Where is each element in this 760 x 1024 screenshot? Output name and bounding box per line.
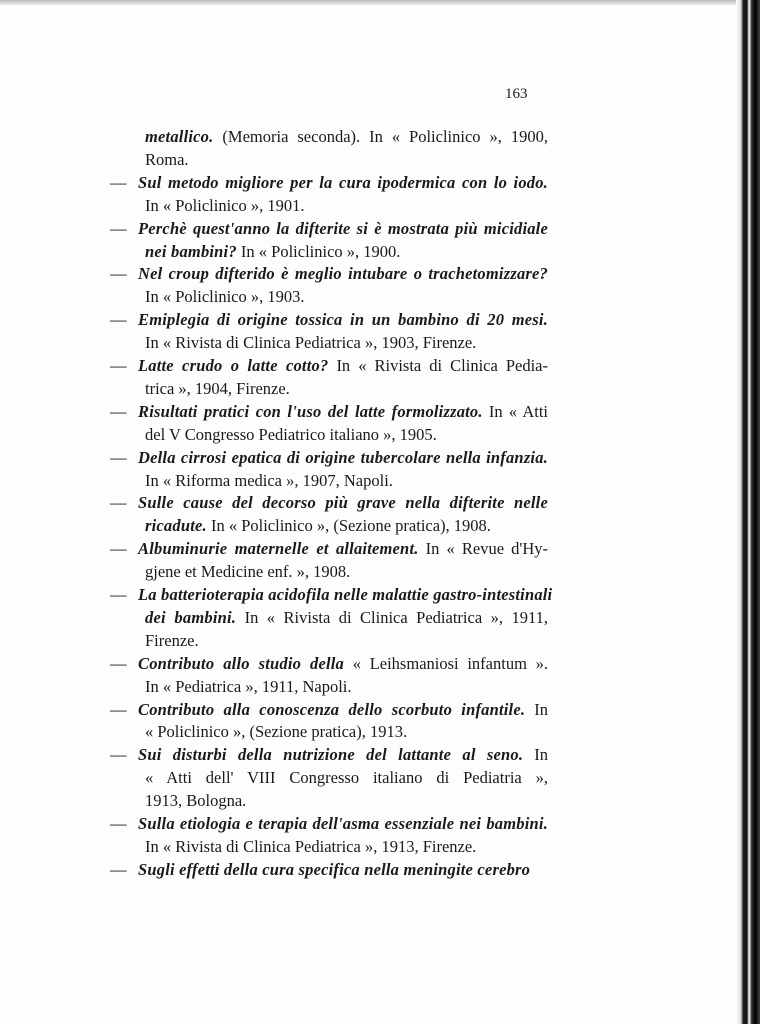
scan-top-edge	[0, 0, 740, 5]
line-text	[138, 219, 548, 239]
line-text	[145, 127, 548, 147]
line-text	[145, 287, 548, 307]
work-title: La batterioterapia acidofila nelle malattie gastro-intestinali	[138, 585, 553, 604]
publication-info: In « Atti	[482, 401, 548, 421]
line-text	[138, 745, 548, 765]
work-title: Perchè quest'anno la difterite si è mostrata più micidiale	[138, 218, 548, 238]
line-text	[145, 516, 548, 536]
work-title: metallico.	[145, 127, 214, 146]
line-text	[138, 539, 548, 559]
entry-dash: —	[110, 653, 127, 673]
publication-info: Firenze.	[145, 630, 199, 650]
line-text	[145, 242, 548, 262]
publication-info: In « Pediatrica », 1911, Napoli.	[145, 676, 352, 696]
publication-info: « Atti dell' VIII Congresso italiano di Pediatria »,	[145, 768, 548, 788]
publication-info: In	[525, 699, 548, 719]
work-title: Sul metodo migliore per la cura ipodermica con lo iodo.	[138, 172, 548, 192]
line-text	[138, 585, 553, 605]
line-text	[138, 173, 548, 193]
entry-dash: —	[110, 859, 127, 879]
entry-dash: —	[110, 493, 127, 513]
publication-info: In « Policlinico », (Sezione pratica), 1908.	[206, 516, 491, 536]
publication-info: In « Rivista di Clinica Pediatrica », 1911,	[236, 607, 548, 627]
line-text	[138, 700, 548, 720]
work-title: Nel croup difterido è meglio intubare o trachetomizzare?	[138, 264, 548, 284]
line-text	[138, 860, 548, 880]
line-text	[145, 631, 548, 651]
work-title: Emiplegia di origine tossica in un bambino di 20 mesi.	[138, 310, 548, 330]
work-title: Latte crudo o latte cotto?	[138, 356, 329, 375]
work-title: nei bambini?	[145, 241, 237, 261]
publication-info: Roma.	[145, 149, 189, 169]
publication-info: (Memoria seconda). In « Policlinico », 1900,	[213, 127, 548, 146]
work-title: Risultati pratici con l'uso del latte formolizzato.	[138, 401, 483, 421]
work-title: Sulla etiologia e terapia dell'asma essenziale nei bambini.	[138, 814, 548, 833]
entry-dash: —	[110, 356, 127, 375]
publication-info: In « Policlinico », 1900.	[236, 241, 401, 261]
publication-info: In « Rivista di Clinica Pedia-	[328, 356, 549, 375]
line-text	[145, 562, 548, 582]
entry-dash: —	[110, 218, 127, 238]
publication-info: In « Rivista di Clinica Pediatrica », 1903, Firenze.	[145, 333, 477, 353]
entry-dash: —	[110, 310, 127, 330]
line-text	[138, 448, 548, 468]
line-text	[138, 356, 548, 376]
line-text	[145, 677, 548, 697]
work-title: ricadute.	[145, 516, 207, 536]
line-text	[138, 310, 548, 330]
line-text	[145, 150, 548, 170]
publication-info: In « Revue d'Hy-	[418, 539, 549, 559]
line-text	[145, 722, 548, 742]
entry-dash: —	[110, 539, 127, 559]
line-text	[145, 608, 548, 628]
line-text	[138, 264, 548, 284]
page-number: 163	[505, 86, 528, 102]
work-title: dei bambini.	[145, 607, 237, 627]
entry-dash: —	[110, 447, 127, 467]
publication-info: gjene et Medicine enf. », 1908.	[145, 562, 351, 582]
publication-info: In « Rivista di Clinica Pediatrica », 1913, Firenze.	[145, 836, 477, 856]
line-text	[145, 379, 548, 399]
work-title: Albuminurie maternelle et allaitement.	[138, 539, 419, 559]
line-text	[138, 814, 548, 834]
work-title: Sulle cause del decorso più grave nella difterite nelle	[138, 493, 548, 513]
line-text	[145, 333, 548, 353]
line-text	[145, 791, 548, 811]
line-text	[145, 425, 548, 445]
publication-info: 1913, Bologna.	[145, 791, 247, 811]
entry-dash: —	[110, 172, 127, 192]
publication-info: trica », 1904, Firenze.	[145, 378, 290, 398]
publication-info: del V Congresso Pediatrico italiano », 1905.	[145, 424, 437, 444]
publication-info: « Policlinico », (Sezione pratica), 1913.	[145, 722, 408, 742]
publication-info: In « Policlinico », 1903.	[145, 287, 305, 307]
line-text	[145, 471, 548, 491]
entry-dash: —	[110, 745, 127, 765]
entry-dash: —	[110, 814, 127, 833]
entry-dash: —	[110, 699, 127, 719]
line-text	[145, 768, 548, 788]
work-title: Della cirrosi epatica di origine tubercolare nella infanzia.	[138, 447, 548, 467]
entry-dash: —	[110, 264, 127, 284]
line-text	[138, 402, 548, 422]
line-text	[145, 837, 548, 857]
publication-info: In « Policlinico », 1901.	[145, 195, 305, 215]
work-title: Sui disturbi della nutrizione del lattante al seno.	[138, 745, 524, 765]
entry-dash: —	[110, 585, 127, 604]
publication-info: In « Riforma medica », 1907, Napoli.	[145, 470, 393, 490]
publication-info: In	[523, 745, 548, 765]
line-text	[145, 196, 548, 216]
entry-dash: —	[110, 401, 127, 421]
line-text	[138, 493, 548, 513]
publication-info: « Leihsmaniosi infantum ».	[344, 653, 549, 673]
scan-binding-edge	[736, 0, 760, 1024]
work-title: Contributo allo studio della	[138, 653, 344, 673]
work-title: Contributo alla conoscenza dello scorbuto infantile.	[138, 699, 526, 719]
work-title: Sugli effetti della cura specifica nella meningite cerebro	[138, 859, 531, 879]
line-text	[138, 654, 548, 674]
